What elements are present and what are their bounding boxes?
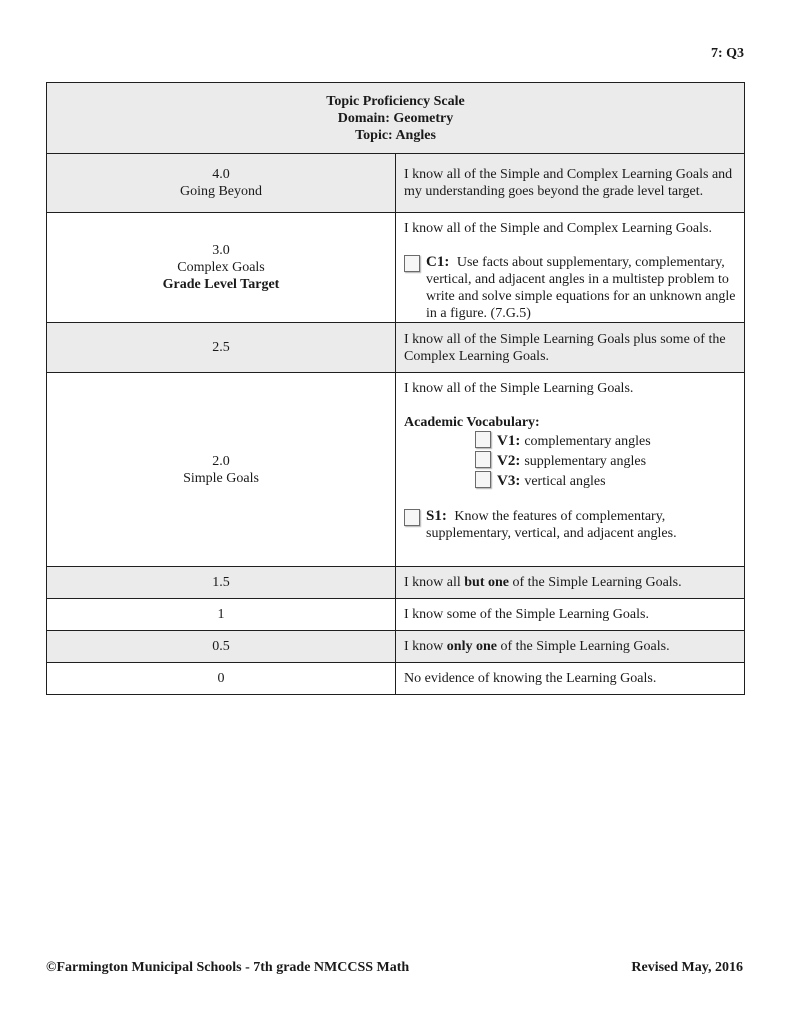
goal-c1-checkbox[interactable] (404, 255, 420, 272)
vocabulary-item (475, 471, 736, 491)
learning-goal-c1 (404, 254, 736, 322)
grade-level-target: Grade Level Target (162, 277, 280, 292)
score-cell (47, 373, 396, 567)
table-row (47, 599, 745, 631)
vocab-term: supplementary angles (524, 454, 647, 469)
score-level: Complex Goals (177, 260, 265, 275)
table-row (47, 323, 745, 373)
description-cell: I know some of the Simple Learning Goals. (396, 599, 745, 631)
table-row (47, 631, 745, 663)
scale-topic: Topic: Angles (355, 127, 436, 143)
desc-part: I know (404, 639, 447, 654)
desc-part: I know all (404, 575, 465, 590)
table-row (47, 663, 745, 695)
description-cell (396, 373, 745, 567)
goal-text: Know the features of complementary, supplementary, vertical, and adjacent angles. (426, 509, 677, 541)
desc-emphasis: but one (464, 575, 509, 590)
goal-code: C1: (426, 254, 450, 270)
vocabulary-list (404, 431, 736, 491)
vocab-code: V1: (497, 433, 521, 449)
vocab-v2-checkbox[interactable] (475, 451, 491, 468)
proficiency-scale-table (46, 82, 745, 695)
description-cell: I know all of the Simple Learning Goals plus some of the Complex Learning Goals. (396, 323, 745, 373)
description-cell: I know all of the Simple and Complex Learning Goals and my understanding goes beyond the grade level target. (396, 154, 745, 213)
vocabulary-item (475, 451, 736, 471)
score-cell (47, 599, 396, 631)
goal-s1-checkbox[interactable] (404, 509, 420, 526)
table-header-row (47, 83, 745, 154)
score-value: 1.5 (212, 575, 230, 590)
learning-goal-s1 (404, 508, 736, 542)
score-value: 1 (217, 607, 225, 622)
table-header (47, 83, 745, 154)
vocabulary-heading: Academic Vocabulary: (404, 415, 540, 430)
score-level: Simple Goals (183, 470, 259, 486)
score-cell (47, 213, 396, 323)
score-cell (47, 154, 396, 213)
footer-revision: Revised May, 2016 (631, 960, 743, 975)
score-value: 0 (217, 671, 225, 686)
score-cell (47, 631, 396, 663)
score-value: 0.5 (212, 639, 230, 654)
vocab-term: vertical angles (524, 474, 606, 489)
score-level: Going Beyond (179, 184, 263, 199)
score-value: 3.0 (212, 243, 230, 258)
row-description: I know all of the Simple Learning Goals. (404, 381, 634, 396)
description-cell (396, 631, 745, 663)
description-cell (396, 567, 745, 599)
score-value: 2.0 (212, 453, 230, 469)
scale-domain: Domain: Geometry (337, 110, 454, 126)
vocab-v1-checkbox[interactable] (475, 431, 491, 448)
description-cell (396, 213, 745, 323)
desc-part: of the Simple Learning Goals. (509, 575, 682, 590)
table-row (47, 373, 745, 567)
vocab-v3-checkbox[interactable] (475, 471, 491, 488)
row-description: I know all of the Simple and Complex Learning Goals. (404, 221, 712, 236)
score-cell (47, 663, 396, 695)
description-cell: No evidence of knowing the Learning Goals. (396, 663, 745, 695)
table-row (47, 567, 745, 599)
page-identifier: 7: Q3 (710, 46, 744, 61)
score-cell (47, 323, 396, 373)
score-cell (47, 567, 396, 599)
table-row (47, 213, 745, 323)
scale-title: Topic Proficiency Scale (326, 93, 465, 109)
vocab-term: complementary angles (524, 434, 651, 449)
desc-emphasis: only one (446, 639, 497, 654)
score-value: 2.5 (212, 340, 230, 355)
vocabulary-item (475, 431, 736, 451)
score-value: 4.0 (212, 167, 230, 182)
vocab-code: V3: (497, 473, 521, 489)
table-row (47, 154, 745, 213)
vocab-code: V2: (497, 453, 521, 469)
footer-copyright: ©Farmington Municipal Schools - 7th grade NMCCSS Math (46, 960, 410, 975)
desc-part: of the Simple Learning Goals. (496, 639, 670, 654)
goal-text: Use facts about supplementary, complementary, vertical, and adjacent angles in a multistep problem to write and solve simple equations for an unknown angle in a figure. (7.G.5) (426, 255, 736, 321)
goal-code: S1: (426, 508, 447, 524)
